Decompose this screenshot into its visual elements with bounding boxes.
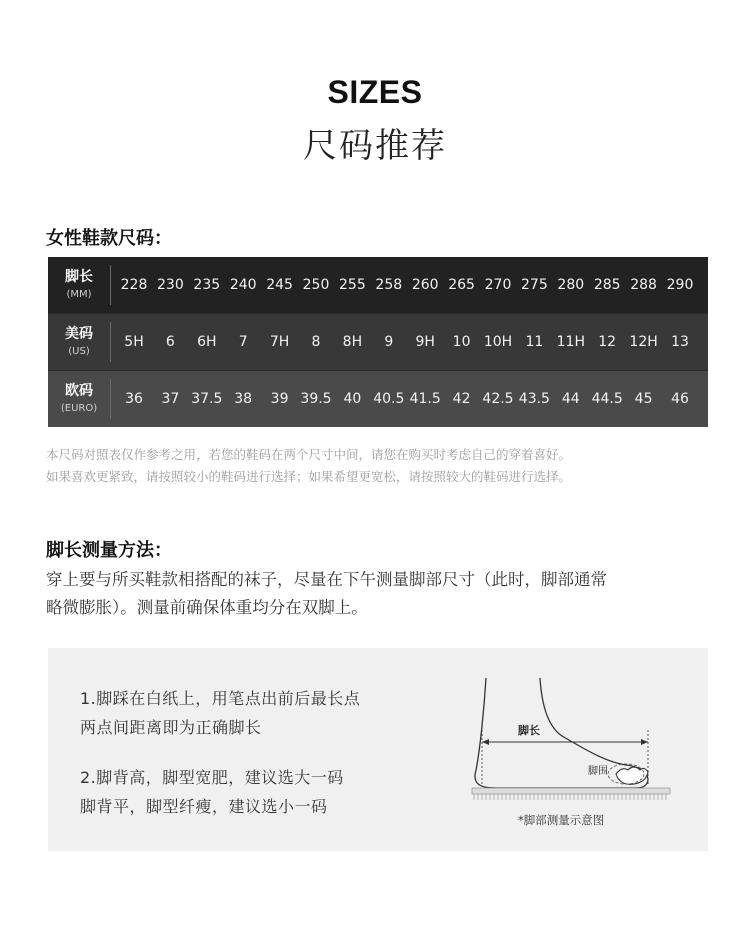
size-cell: 10H [483, 334, 513, 350]
size-cell: 37 [161, 391, 180, 407]
size-cell: 37.5 [191, 391, 223, 407]
diagram-caption: *脚部测量示意图 [518, 813, 605, 827]
size-cell: 38 [234, 391, 253, 407]
size-cell: 40.5 [373, 391, 405, 407]
size-cell: 5H [124, 334, 144, 350]
size-cell: 270 [484, 277, 512, 293]
size-cell: 250 [302, 277, 330, 293]
row-cells [110, 371, 708, 427]
size-cell: 11 [525, 334, 544, 350]
measure-description: 略微膨胀）。测量前确保体重均分在双脚上。 [46, 598, 368, 617]
size-cell: 12 [598, 334, 617, 350]
size-cell: 8H [342, 334, 363, 350]
size-cell: 260 [411, 277, 439, 293]
size-cell: 43.5 [518, 391, 550, 407]
size-row-length [48, 257, 708, 313]
step-text: 2.脚背高，脚型宽肥，建议选大一码 [80, 768, 344, 787]
row-unit: (US) [68, 346, 90, 357]
size-cell: 42 [452, 391, 471, 407]
row-unit: (MM) [66, 289, 92, 300]
size-cell: 44.5 [591, 391, 623, 407]
row-header [48, 371, 110, 427]
size-cell: 39.5 [300, 391, 332, 407]
size-table [48, 257, 708, 427]
size-cell: 45 [634, 391, 653, 407]
length-label: 脚长 [518, 724, 540, 737]
title-en: SIZES [327, 74, 423, 110]
size-cell: 36 [125, 391, 143, 407]
foot-measurement-icon [466, 670, 676, 810]
women-size-heading: 女性鞋款尺码： [46, 228, 172, 249]
title-cn: 尺码推荐 [303, 126, 447, 166]
size-cell: 258 [375, 277, 403, 293]
step-text: 两点间距离即为正确脚长 [80, 718, 262, 737]
size-cell: 10 [452, 334, 471, 350]
size-cell: 6 [165, 334, 175, 350]
size-cell: 42.5 [482, 391, 514, 407]
row-label: 美码 [65, 326, 93, 342]
size-cell: 265 [448, 277, 475, 293]
row-label: 欧码 [65, 383, 93, 399]
size-cell: 44 [561, 391, 580, 407]
step-text: 1.脚踩在白纸上，用笔点出前后最长点 [80, 689, 361, 708]
row-header [48, 314, 110, 370]
row-label: 脚长 [65, 269, 93, 285]
size-cell: 13 [671, 334, 689, 350]
size-note-line: 如果喜欢更紧致，请按照较小的鞋码进行选择；如果希望更宽松，请按照较大的鞋码进行选择。 [46, 469, 572, 484]
measure-panel [48, 648, 708, 851]
size-cell: 285 [593, 277, 621, 293]
size-row-euro [48, 371, 708, 427]
size-cell: 245 [266, 277, 293, 293]
measure-heading: 脚长测量方法： [46, 540, 172, 561]
size-cell: 40 [343, 391, 362, 407]
size-cell: 11H [556, 334, 585, 350]
ruler-ticks [474, 794, 666, 800]
size-cell: 9 [384, 334, 394, 350]
size-cell: 39 [270, 391, 289, 407]
size-cell: 46 [671, 391, 689, 407]
size-cell: 230 [157, 277, 184, 293]
size-cell: 255 [339, 277, 366, 293]
size-cell: 7H [269, 334, 290, 350]
size-cell: 228 [120, 277, 148, 293]
row-header [48, 257, 110, 313]
size-cell: 9H [415, 334, 435, 350]
size-cell: 240 [229, 277, 257, 293]
size-cell: 290 [666, 277, 694, 293]
size-cell: 6H [197, 334, 217, 350]
measure-description: 穿上要与所买鞋款相搭配的袜子，尽量在下午测量脚部尺寸（此时，脚部通常 [46, 570, 607, 589]
row-cells [110, 314, 708, 370]
girth-label: 脚围 [588, 766, 608, 777]
step-text: 脚背平，脚型纤瘦，建议选小一码 [80, 797, 328, 816]
row-cells [110, 257, 708, 313]
row-unit: (EURO) [60, 403, 98, 414]
size-cell: 41.5 [409, 391, 441, 407]
size-cell: 8 [311, 334, 321, 350]
size-cell: 7 [238, 334, 248, 350]
size-cell: 275 [521, 277, 548, 293]
size-cell: 280 [557, 277, 585, 293]
size-cell: 288 [630, 277, 657, 293]
size-row-us [48, 314, 708, 370]
size-note-line: 本尺码对照表仅作参考之用，若您的鞋码在两个尺寸中间，请您在购买时考虑自己的穿着喜好。 [46, 447, 572, 462]
size-cell: 235 [193, 277, 221, 293]
size-cell: 12H [629, 334, 658, 350]
